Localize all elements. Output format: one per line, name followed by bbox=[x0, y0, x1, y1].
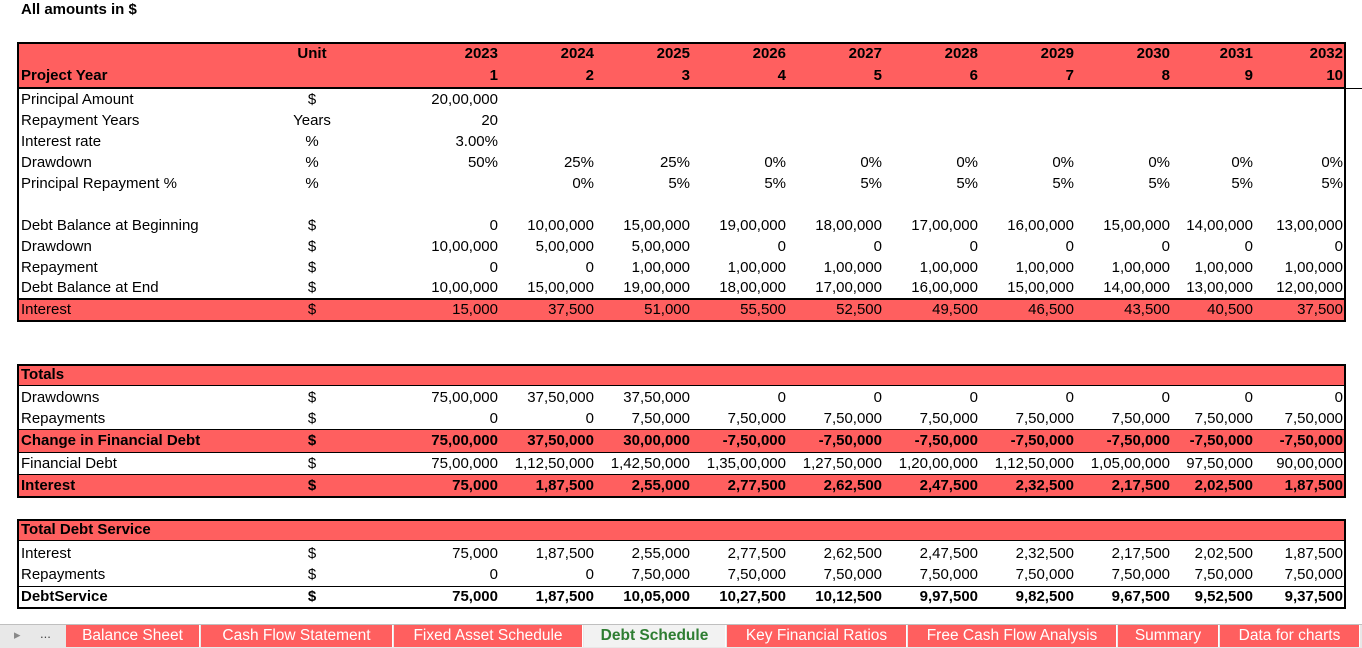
unit-cell: $ bbox=[307, 217, 317, 234]
value-cell: 37,50,000 bbox=[623, 389, 690, 406]
row-label: Repayment bbox=[21, 259, 98, 276]
value-cell: 0 bbox=[1334, 389, 1343, 406]
unit-cell: $ bbox=[307, 301, 317, 318]
value-cell: 5% bbox=[1231, 175, 1253, 192]
value-cell: 10,12,500 bbox=[815, 588, 882, 605]
value-cell: 10,05,000 bbox=[623, 588, 690, 605]
value-cell: 0% bbox=[1148, 154, 1170, 171]
row-label: Repayment Years bbox=[21, 112, 140, 129]
value-cell: 13,00,000 bbox=[1186, 279, 1253, 296]
value-cell: 0 bbox=[489, 566, 498, 583]
value-cell: -7,50,000 bbox=[818, 432, 882, 449]
value-cell: 5% bbox=[668, 175, 690, 192]
year-header: 2023 bbox=[464, 45, 498, 62]
value-cell: 5% bbox=[956, 175, 978, 192]
value-cell: 20 bbox=[481, 112, 498, 129]
project-year-number: 9 bbox=[1244, 67, 1253, 84]
row-label: Debt Balance at Beginning bbox=[21, 217, 199, 234]
value-cell: 0% bbox=[860, 154, 882, 171]
sheet-tab-bar bbox=[0, 624, 1362, 648]
value-cell: 1,87,500 bbox=[535, 545, 594, 562]
value-cell: 1,87,500 bbox=[1284, 477, 1343, 494]
value-cell: 19,00,000 bbox=[719, 217, 786, 234]
value-cell: 7,50,000 bbox=[823, 566, 882, 583]
value-cell: 2,55,000 bbox=[631, 477, 690, 494]
year-header: 2028 bbox=[944, 45, 978, 62]
value-cell: 7,50,000 bbox=[727, 566, 786, 583]
value-cell: 1,35,00,000 bbox=[706, 455, 786, 472]
value-cell: 0% bbox=[572, 175, 594, 192]
value-cell: 14,00,000 bbox=[1186, 217, 1253, 234]
project-year-number: 7 bbox=[1065, 67, 1074, 84]
value-cell: 7,50,000 bbox=[1284, 410, 1343, 427]
row-label: Principal Repayment % bbox=[21, 175, 177, 192]
value-cell: 10,00,000 bbox=[431, 238, 498, 255]
value-cell: 18,00,000 bbox=[815, 217, 882, 234]
row-label: Financial Debt bbox=[21, 455, 117, 472]
value-cell: 0 bbox=[489, 259, 498, 276]
value-cell: 10,00,000 bbox=[527, 217, 594, 234]
value-cell: 16,00,000 bbox=[911, 279, 978, 296]
value-cell: -7,50,000 bbox=[914, 432, 978, 449]
value-cell: 43,500 bbox=[1124, 301, 1170, 318]
value-cell: 1,00,000 bbox=[727, 259, 786, 276]
value-cell: 9,67,500 bbox=[1111, 588, 1170, 605]
value-cell: 55,500 bbox=[740, 301, 786, 318]
unit-cell: $ bbox=[307, 477, 317, 494]
value-cell: 7,50,000 bbox=[1284, 566, 1343, 583]
value-cell: 5% bbox=[1148, 175, 1170, 192]
value-cell: 5,00,000 bbox=[535, 238, 594, 255]
totals-table bbox=[17, 364, 1346, 498]
value-cell: 10,27,500 bbox=[719, 588, 786, 605]
row-label: Debt Balance at End bbox=[21, 279, 159, 296]
value-cell: 50% bbox=[467, 154, 498, 171]
unit-cell: $ bbox=[307, 566, 317, 583]
value-cell: 2,32,500 bbox=[1015, 545, 1074, 562]
debt-schedule-table bbox=[17, 42, 1346, 323]
value-cell: 0 bbox=[1244, 389, 1253, 406]
value-cell: 1,12,50,000 bbox=[514, 455, 594, 472]
value-cell: 1,20,00,000 bbox=[898, 455, 978, 472]
value-cell: 2,17,500 bbox=[1111, 545, 1170, 562]
amounts-note: All amounts in $ bbox=[21, 1, 137, 18]
value-cell: 7,50,000 bbox=[1015, 410, 1074, 427]
value-cell: -7,50,000 bbox=[1106, 432, 1170, 449]
unit-cell: $ bbox=[307, 389, 317, 406]
row-label: Principal Amount bbox=[21, 91, 134, 108]
value-cell: 0 bbox=[585, 566, 594, 583]
value-cell: 20,00,000 bbox=[431, 91, 498, 108]
value-cell: 15,00,000 bbox=[623, 217, 690, 234]
value-cell: 1,00,000 bbox=[1284, 259, 1343, 276]
value-cell: 2,47,500 bbox=[919, 545, 978, 562]
unit-cell: % bbox=[305, 133, 319, 150]
value-cell: 2,55,000 bbox=[631, 545, 690, 562]
year-header: 2032 bbox=[1309, 45, 1343, 62]
project-year-number: 2 bbox=[585, 67, 594, 84]
value-cell: 12,00,000 bbox=[1276, 279, 1343, 296]
value-cell: 0 bbox=[585, 259, 594, 276]
row-label: Repayments bbox=[21, 566, 106, 583]
value-cell: 1,00,000 bbox=[919, 259, 978, 276]
unit-cell: $ bbox=[307, 588, 317, 605]
totals-title: Totals bbox=[21, 366, 65, 383]
unit-cell: $ bbox=[307, 279, 317, 296]
value-cell: 0% bbox=[1231, 154, 1253, 171]
value-cell: 3.00% bbox=[455, 133, 498, 150]
value-cell: 0 bbox=[585, 410, 594, 427]
service-title: Total Debt Service bbox=[21, 521, 151, 538]
year-header: 2030 bbox=[1136, 45, 1170, 62]
value-cell: 17,00,000 bbox=[815, 279, 882, 296]
value-cell: 1,00,000 bbox=[1194, 259, 1253, 276]
row-label: Repayments bbox=[21, 410, 106, 427]
value-cell: 7,50,000 bbox=[631, 410, 690, 427]
more-tabs-button[interactable]: ... bbox=[40, 626, 51, 641]
value-cell: 1,87,500 bbox=[535, 477, 594, 494]
unit-cell: $ bbox=[307, 91, 317, 108]
unit-cell: $ bbox=[307, 410, 317, 427]
value-cell: 10,00,000 bbox=[431, 279, 498, 296]
unit-cell: % bbox=[305, 154, 319, 171]
row-divider bbox=[17, 474, 1346, 475]
project-year-number: 3 bbox=[681, 67, 690, 84]
year-header: 2025 bbox=[656, 45, 690, 62]
year-header: 2026 bbox=[752, 45, 786, 62]
value-cell: 9,52,500 bbox=[1194, 588, 1253, 605]
value-cell: 90,00,000 bbox=[1276, 455, 1343, 472]
value-cell: 7,50,000 bbox=[1194, 566, 1253, 583]
value-cell: 18,00,000 bbox=[719, 279, 786, 296]
value-cell: 0% bbox=[1321, 154, 1343, 171]
value-cell: 30,00,000 bbox=[623, 432, 690, 449]
value-cell: 15,00,000 bbox=[527, 279, 594, 296]
row-divider bbox=[17, 429, 1346, 430]
value-cell: 7,50,000 bbox=[1015, 566, 1074, 583]
value-cell: 1,00,000 bbox=[631, 259, 690, 276]
value-cell: 15,00,000 bbox=[1103, 217, 1170, 234]
project-year-number: 6 bbox=[969, 67, 978, 84]
value-cell: 5% bbox=[1052, 175, 1074, 192]
value-cell: 9,82,500 bbox=[1015, 588, 1074, 605]
value-cell: 7,50,000 bbox=[823, 410, 882, 427]
value-cell: 75,000 bbox=[452, 588, 498, 605]
unit-cell: $ bbox=[307, 259, 317, 276]
value-cell: 0 bbox=[489, 410, 498, 427]
value-cell: 37,500 bbox=[548, 301, 594, 318]
row-divider bbox=[17, 540, 1346, 541]
value-cell: 75,00,000 bbox=[431, 389, 498, 406]
row-label: Interest bbox=[21, 545, 72, 562]
value-cell: 52,500 bbox=[836, 301, 882, 318]
value-cell: 2,17,500 bbox=[1111, 477, 1170, 494]
value-cell: 0 bbox=[1161, 238, 1170, 255]
value-cell: 0% bbox=[956, 154, 978, 171]
debt-service-table bbox=[17, 519, 1346, 609]
year-header: 2024 bbox=[560, 45, 594, 62]
value-cell: 7,50,000 bbox=[1111, 566, 1170, 583]
value-cell: 17,00,000 bbox=[911, 217, 978, 234]
row-label: Interest rate bbox=[21, 133, 102, 150]
project-year-label: Project Year bbox=[21, 67, 108, 84]
value-cell: 7,50,000 bbox=[631, 566, 690, 583]
sheet-tab-fixed-asset-schedule[interactable]: Fixed Asset Schedule bbox=[394, 625, 583, 647]
value-cell: 0 bbox=[873, 389, 882, 406]
value-cell: 2,47,500 bbox=[919, 477, 978, 494]
row-label: Change in Financial Debt bbox=[21, 432, 201, 449]
value-cell: 75,000 bbox=[452, 545, 498, 562]
value-cell: 25% bbox=[563, 154, 594, 171]
value-cell: 9,97,500 bbox=[919, 588, 978, 605]
value-cell: 0 bbox=[1065, 389, 1074, 406]
value-cell: 15,000 bbox=[452, 301, 498, 318]
value-cell: -7,50,000 bbox=[1189, 432, 1253, 449]
value-cell: 1,00,000 bbox=[1111, 259, 1170, 276]
value-cell: 7,50,000 bbox=[1194, 410, 1253, 427]
sheet-tab-cash-flow-statement[interactable]: Cash Flow Statement bbox=[201, 625, 393, 647]
value-cell: 2,77,500 bbox=[727, 545, 786, 562]
value-cell: 0 bbox=[777, 389, 786, 406]
row-divider bbox=[17, 385, 1346, 386]
value-cell: -7,50,000 bbox=[1010, 432, 1074, 449]
value-cell: 0% bbox=[1052, 154, 1074, 171]
value-cell: 0 bbox=[1334, 238, 1343, 255]
row-label: Drawdown bbox=[21, 154, 92, 171]
row-label: Drawdown bbox=[21, 238, 92, 255]
sheet-tab-summary[interactable]: Summary bbox=[1118, 625, 1219, 647]
value-cell: 19,00,000 bbox=[623, 279, 690, 296]
value-cell: 1,12,50,000 bbox=[994, 455, 1074, 472]
sheet-tab-balance-sheet[interactable]: Balance Sheet bbox=[66, 625, 200, 647]
value-cell: 40,500 bbox=[1207, 301, 1253, 318]
value-cell: 15,00,000 bbox=[1007, 279, 1074, 296]
value-cell: 37,50,000 bbox=[527, 432, 594, 449]
value-cell: 0 bbox=[1161, 389, 1170, 406]
value-cell: 1,87,500 bbox=[535, 588, 594, 605]
project-year-number: 10 bbox=[1326, 67, 1343, 84]
value-cell: 2,02,500 bbox=[1194, 545, 1253, 562]
value-cell: 0 bbox=[969, 238, 978, 255]
value-cell: 49,500 bbox=[932, 301, 978, 318]
value-cell: 0 bbox=[489, 217, 498, 234]
value-cell: 5% bbox=[764, 175, 786, 192]
value-cell: 25% bbox=[659, 154, 690, 171]
row-label: Interest bbox=[21, 301, 72, 318]
sheet-tab-free-cash-flow-analysis[interactable]: Free Cash Flow Analysis bbox=[908, 625, 1117, 647]
value-cell: 0 bbox=[777, 238, 786, 255]
value-cell: 5% bbox=[1321, 175, 1343, 192]
value-cell: 7,50,000 bbox=[1111, 410, 1170, 427]
row-divider bbox=[17, 452, 1346, 453]
value-cell: 13,00,000 bbox=[1276, 217, 1343, 234]
value-cell: 0 bbox=[969, 389, 978, 406]
year-header: 2027 bbox=[848, 45, 882, 62]
value-cell: 5% bbox=[860, 175, 882, 192]
project-year-number: 5 bbox=[873, 67, 882, 84]
unit-cell: % bbox=[305, 175, 319, 192]
sheet-tab-key-financial-ratios[interactable]: Key Financial Ratios bbox=[727, 625, 907, 647]
unit-cell: $ bbox=[307, 545, 317, 562]
value-cell: 37,50,000 bbox=[527, 389, 594, 406]
value-cell: -7,50,000 bbox=[722, 432, 786, 449]
sheet-tab-debt-schedule[interactable]: Debt Schedule bbox=[584, 625, 726, 647]
year-header: 2029 bbox=[1040, 45, 1074, 62]
value-cell: 7,50,000 bbox=[919, 566, 978, 583]
row-label: Interest bbox=[21, 477, 76, 494]
value-cell: 1,00,000 bbox=[823, 259, 882, 276]
project-year-number: 8 bbox=[1161, 67, 1170, 84]
value-cell: 0 bbox=[1065, 238, 1074, 255]
project-year-number: 1 bbox=[489, 67, 498, 84]
value-cell: 2,32,500 bbox=[1015, 477, 1074, 494]
sheet-tab-data-for-charts[interactable]: Data for charts bbox=[1220, 625, 1360, 647]
value-cell: 1,27,50,000 bbox=[802, 455, 882, 472]
value-cell: 0 bbox=[1244, 238, 1253, 255]
value-cell: 7,50,000 bbox=[919, 410, 978, 427]
value-cell: 37,500 bbox=[1297, 301, 1343, 318]
value-cell: 2,02,500 bbox=[1194, 477, 1253, 494]
value-cell: 2,77,500 bbox=[727, 477, 786, 494]
project-year-number: 4 bbox=[777, 67, 786, 84]
unit-cell: $ bbox=[307, 238, 317, 255]
value-cell: 1,42,50,000 bbox=[610, 455, 690, 472]
scroll-right-icon[interactable]: ▸ bbox=[14, 627, 21, 642]
value-cell: 9,37,500 bbox=[1284, 588, 1343, 605]
value-cell: 0% bbox=[764, 154, 786, 171]
value-cell: 51,000 bbox=[644, 301, 690, 318]
value-cell: 75,00,000 bbox=[431, 432, 498, 449]
unit-cell: $ bbox=[307, 455, 317, 472]
value-cell: 0 bbox=[873, 238, 882, 255]
value-cell: 97,50,000 bbox=[1186, 455, 1253, 472]
unit-cell: $ bbox=[307, 432, 317, 449]
value-cell: 2,62,500 bbox=[823, 545, 882, 562]
row-label: Drawdowns bbox=[21, 389, 100, 406]
value-cell: 75,00,000 bbox=[431, 455, 498, 472]
value-cell: 1,87,500 bbox=[1284, 545, 1343, 562]
value-cell: 7,50,000 bbox=[727, 410, 786, 427]
year-header: 2031 bbox=[1219, 45, 1253, 62]
value-cell: 75,000 bbox=[452, 477, 498, 494]
value-cell: -7,50,000 bbox=[1279, 432, 1343, 449]
value-cell: 46,500 bbox=[1028, 301, 1074, 318]
value-cell: 5,00,000 bbox=[631, 238, 690, 255]
value-cell: 16,00,000 bbox=[1007, 217, 1074, 234]
value-cell: 1,00,000 bbox=[1015, 259, 1074, 276]
value-cell: 2,62,500 bbox=[823, 477, 882, 494]
unit-header: Unit bbox=[297, 45, 327, 62]
value-cell: 14,00,000 bbox=[1103, 279, 1170, 296]
row-label: DebtService bbox=[21, 588, 108, 605]
unit-cell: Years bbox=[293, 112, 331, 129]
value-cell: 1,05,00,000 bbox=[1090, 455, 1170, 472]
